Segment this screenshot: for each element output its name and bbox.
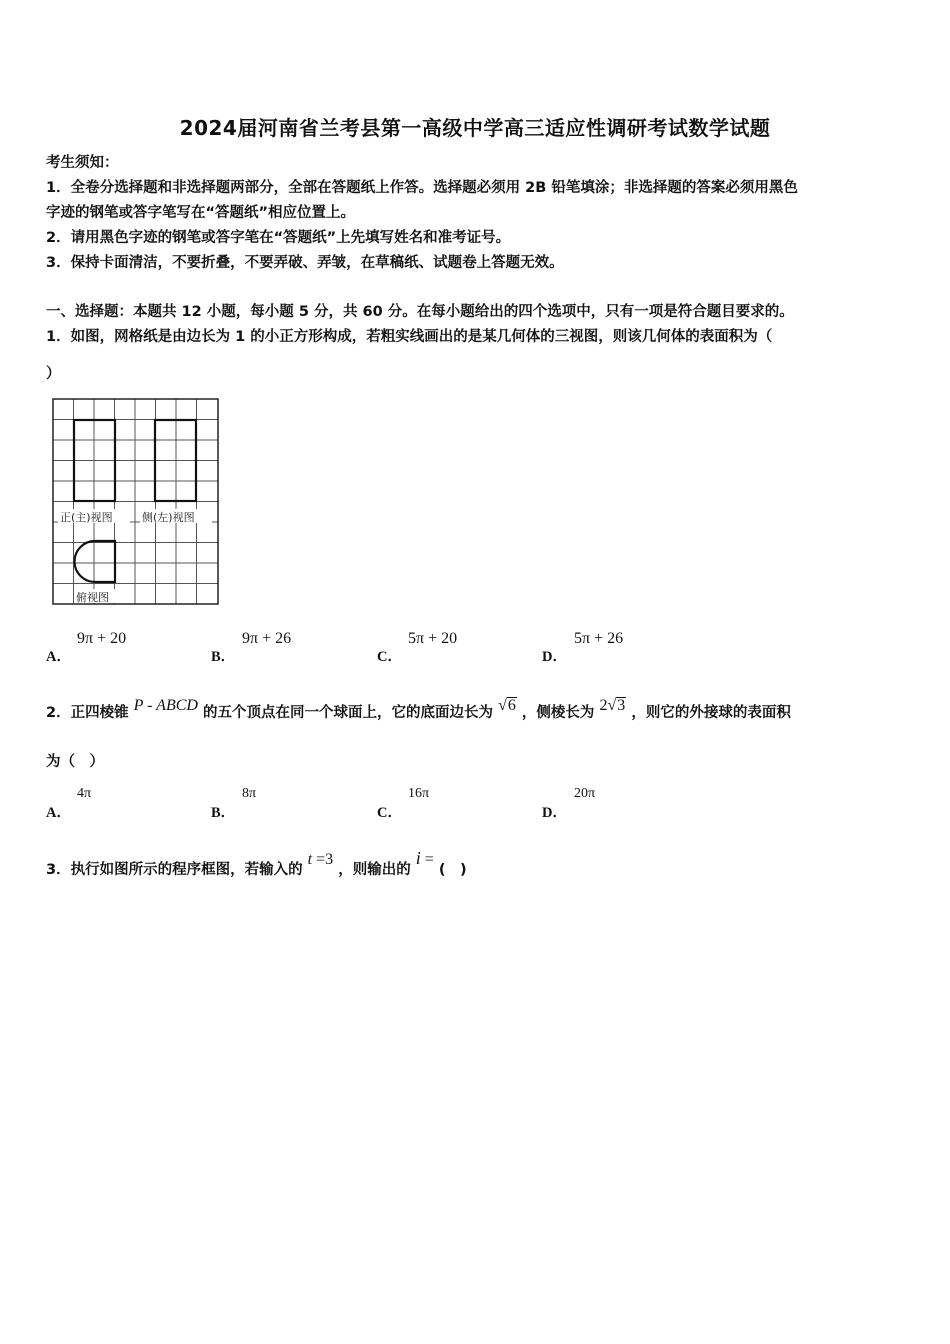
q3-input-eq: =3: [312, 851, 334, 868]
q1-option-d-label: D．: [542, 649, 567, 665]
page-title: 2024届河南省兰考县第一高级中学高三适应性调研考试数学试题: [179, 116, 771, 140]
q1-option-b-label: B．: [211, 649, 236, 665]
q2-base-edge: √6: [498, 697, 516, 714]
three-view-figure: [52, 398, 220, 606]
q1-option-b-value: 9π + 26: [242, 630, 292, 647]
q2-option-d-label: D．: [542, 805, 567, 821]
q2-suffix: ，则它的外接球的表面积: [631, 705, 791, 721]
question-1-text-end: ）: [46, 366, 61, 382]
q2-mid1: 的五个顶点在同一个球面上，它的底面边长为: [203, 705, 494, 721]
q3-output-eq: =: [420, 851, 434, 868]
q2-option-b-label: B．: [211, 805, 236, 821]
q1-option-c-label: C．: [377, 649, 402, 665]
q3-input-var: t: [307, 851, 313, 868]
side-view-label: 侧(左)视图: [142, 511, 195, 524]
q2-option-d-value: 20π: [574, 786, 596, 801]
notice-item: 2．请用黑色字迹的钢笔或答字笔在“答题纸”上先填写姓名和准考证号。: [46, 230, 511, 246]
notice-item: 3．保持卡面清洁，不要折叠，不要弄破、弄皱，在草稿纸、试题卷上答题无效。: [46, 255, 564, 271]
section-heading: 一、选择题：本题共 12 小题，每小题 5 分，共 60 分。在每小题给出的四个选项中，只有一项是符合题目要求的。: [46, 304, 794, 320]
q2-option-b-value: 8π: [242, 786, 257, 801]
q3-suffix: ( ): [438, 862, 467, 878]
q2-option-a-value: 4π: [77, 786, 92, 801]
notice-item: 字迹的钢笔或答字笔写在“答题纸”相应位置上。: [46, 205, 356, 221]
question-2-line: [46, 697, 791, 723]
question-3-line: [46, 848, 467, 880]
q3-prefix: 3．执行如图所示的程序框图，若输入的: [46, 862, 303, 878]
q1-option-d-value: 5π + 26: [574, 630, 624, 647]
q2-option-c-label: C．: [377, 805, 402, 821]
q2-lateral-edge: 2√3: [599, 697, 626, 714]
question-1-text: 1．如图，网格纸是由边长为 1 的小正方形构成，若粗实线画出的是某几何体的三视图，则该几何体的表面积为（: [46, 329, 773, 345]
q2-option-a-label: A．: [46, 805, 71, 821]
top-view-label: 俯视图: [76, 591, 109, 604]
q2-mid2: ，侧棱长为: [521, 705, 595, 721]
q2-option-c-value: 16π: [408, 786, 430, 801]
three-view-grid: [52, 398, 220, 606]
question-2-text-end: 为（ ）: [46, 754, 104, 770]
q1-option-a-value: 9π + 20: [77, 630, 127, 647]
q2-pyramid-name: P - ABCD: [133, 697, 198, 714]
notice-item: 1．全卷分选择题和非选择题两部分，全部在答题纸上作答。选择题必须用 2B 铅笔填涂；非选择题的答案必须用黑色: [46, 180, 798, 196]
q3-output-var: i: [415, 848, 421, 868]
q1-option-c-value: 5π + 20: [408, 630, 458, 647]
q2-prefix: 2．正四棱锥: [46, 705, 129, 721]
q1-option-a-label: A．: [46, 649, 71, 665]
top-view-outline: [75, 541, 116, 582]
q3-mid: ，则输出的: [338, 862, 411, 878]
front-view-label: 正(主)视图: [60, 511, 113, 524]
notice-heading: 考生须知：: [46, 155, 119, 171]
